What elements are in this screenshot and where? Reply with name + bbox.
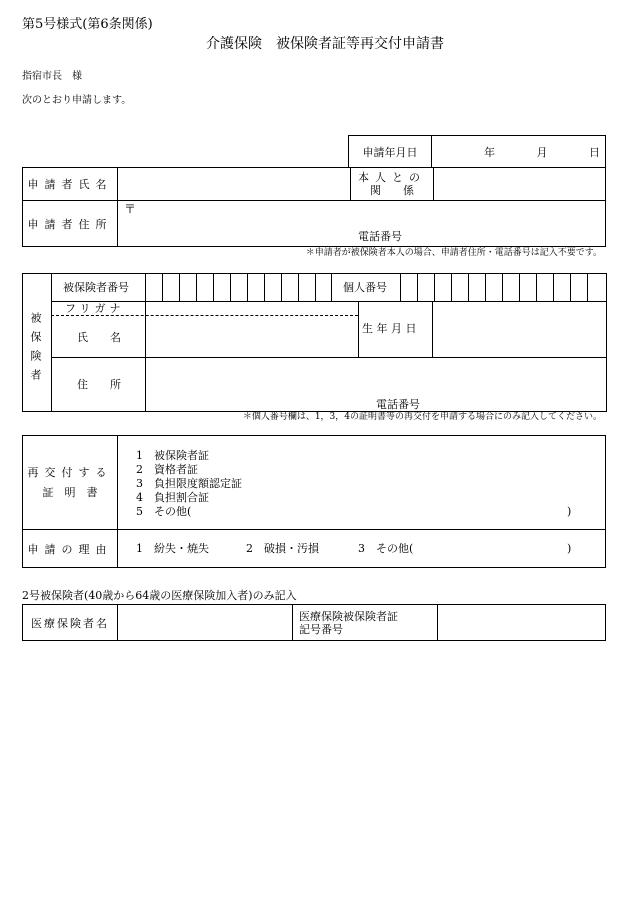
insurance-cert-field[interactable]	[438, 605, 606, 641]
birth-date-label: 生 年 月 日	[362, 322, 417, 335]
reason-option-2[interactable]: 2 破損・汚損	[246, 542, 319, 555]
applicant-phone-label: 電話番号	[358, 230, 402, 243]
relation-label	[351, 168, 434, 201]
insurance-cert-label	[293, 605, 438, 641]
applicant-table	[22, 167, 606, 247]
birth-date-field[interactable]	[433, 301, 606, 358]
insured-address-label: 住 所	[77, 378, 121, 391]
insured-address-field[interactable]	[146, 357, 606, 411]
insured-name-field[interactable]	[146, 316, 358, 357]
relation-label-line2: 関 係	[370, 184, 414, 197]
reason-option-1[interactable]: 1 紛失・焼失	[136, 542, 209, 555]
reissue-label	[23, 436, 118, 530]
insured-table	[22, 273, 607, 412]
insurance-cert-label-line1: 医療保険被保険者証	[299, 609, 398, 623]
insurer-name-label: 医療保険者名	[23, 605, 118, 641]
reissue-item-3[interactable]: 3 負担限度額認定証	[136, 477, 242, 490]
reissue-item-1[interactable]: 1 被保険者証	[136, 449, 209, 462]
insured-number-row	[51, 274, 606, 302]
date-month: 月	[536, 145, 548, 159]
applicant-note: ＊申請者が被保険者本人の場合、申請者住所・電話番号は記入不要です。	[305, 248, 602, 258]
applicant-address-field[interactable]	[118, 201, 606, 247]
furigana-label: フリガナ	[65, 302, 125, 315]
insured-note: ＊個人番号欄は、1，3，4の証明書等の再交付を申請する場合にのみ記入してください。	[242, 412, 602, 422]
applicant-name-label: 申請者氏名	[23, 168, 118, 201]
insurer-name-field[interactable]	[118, 605, 293, 641]
page-title: 介護保険 被保険者証等再交付申請書	[206, 36, 444, 52]
reissue-item-2[interactable]: 2 資格者証	[136, 463, 198, 476]
intro-text: 次のとおり申請します。	[22, 95, 132, 106]
applicant-name-field[interactable]	[118, 168, 351, 201]
reissue-table	[22, 435, 606, 568]
insured-phone-label: 電話番号	[376, 398, 420, 411]
reissue-item-4[interactable]: 4 負担割合証	[136, 491, 209, 504]
reissue-label-line2: 証 明 書	[42, 485, 98, 499]
reason-label: 申請の理由	[23, 530, 118, 568]
date-day: 日	[589, 145, 600, 159]
postal-mark: 〒	[124, 202, 137, 216]
insured-address-row	[51, 357, 606, 411]
reason-option-3-close: )	[567, 542, 572, 555]
insurance-cert-label-line2: 記号番号	[299, 622, 343, 636]
insured-number-label: 被保険者番号	[63, 281, 129, 294]
applicant-address-label: 申請者住所	[23, 201, 118, 247]
insured-name-block	[51, 301, 359, 358]
insured-name-label: 氏 名	[77, 331, 121, 344]
reissue-label-line1: 再交付する	[27, 465, 113, 479]
reissue-item-5[interactable]: 5 その他(	[136, 505, 192, 518]
birth-date-label-cell	[358, 301, 433, 358]
type2-heading: 2号被保険者(40歳から64歳の医療保険加入者)のみ記入	[22, 589, 297, 602]
relation-field[interactable]	[434, 168, 606, 201]
insured-side-label: 被保険者	[29, 312, 42, 388]
application-date-field[interactable]	[432, 136, 606, 168]
application-date-table	[348, 135, 606, 168]
personal-number-label: 個人番号	[343, 281, 387, 294]
relation-label-line1: 本人との	[358, 171, 426, 184]
reissue-item-5-close: )	[567, 505, 572, 518]
addressee: 指宿市長 様	[22, 71, 82, 82]
reissue-items	[118, 436, 606, 530]
date-year: 年	[484, 145, 495, 159]
application-date-label: 申請年月日	[349, 136, 432, 168]
reason-option-3[interactable]: 3 その他(	[358, 542, 414, 555]
type2-table	[22, 604, 606, 641]
reason-options	[118, 530, 606, 568]
form-number: 第5号様式(第6条関係)	[22, 17, 153, 32]
